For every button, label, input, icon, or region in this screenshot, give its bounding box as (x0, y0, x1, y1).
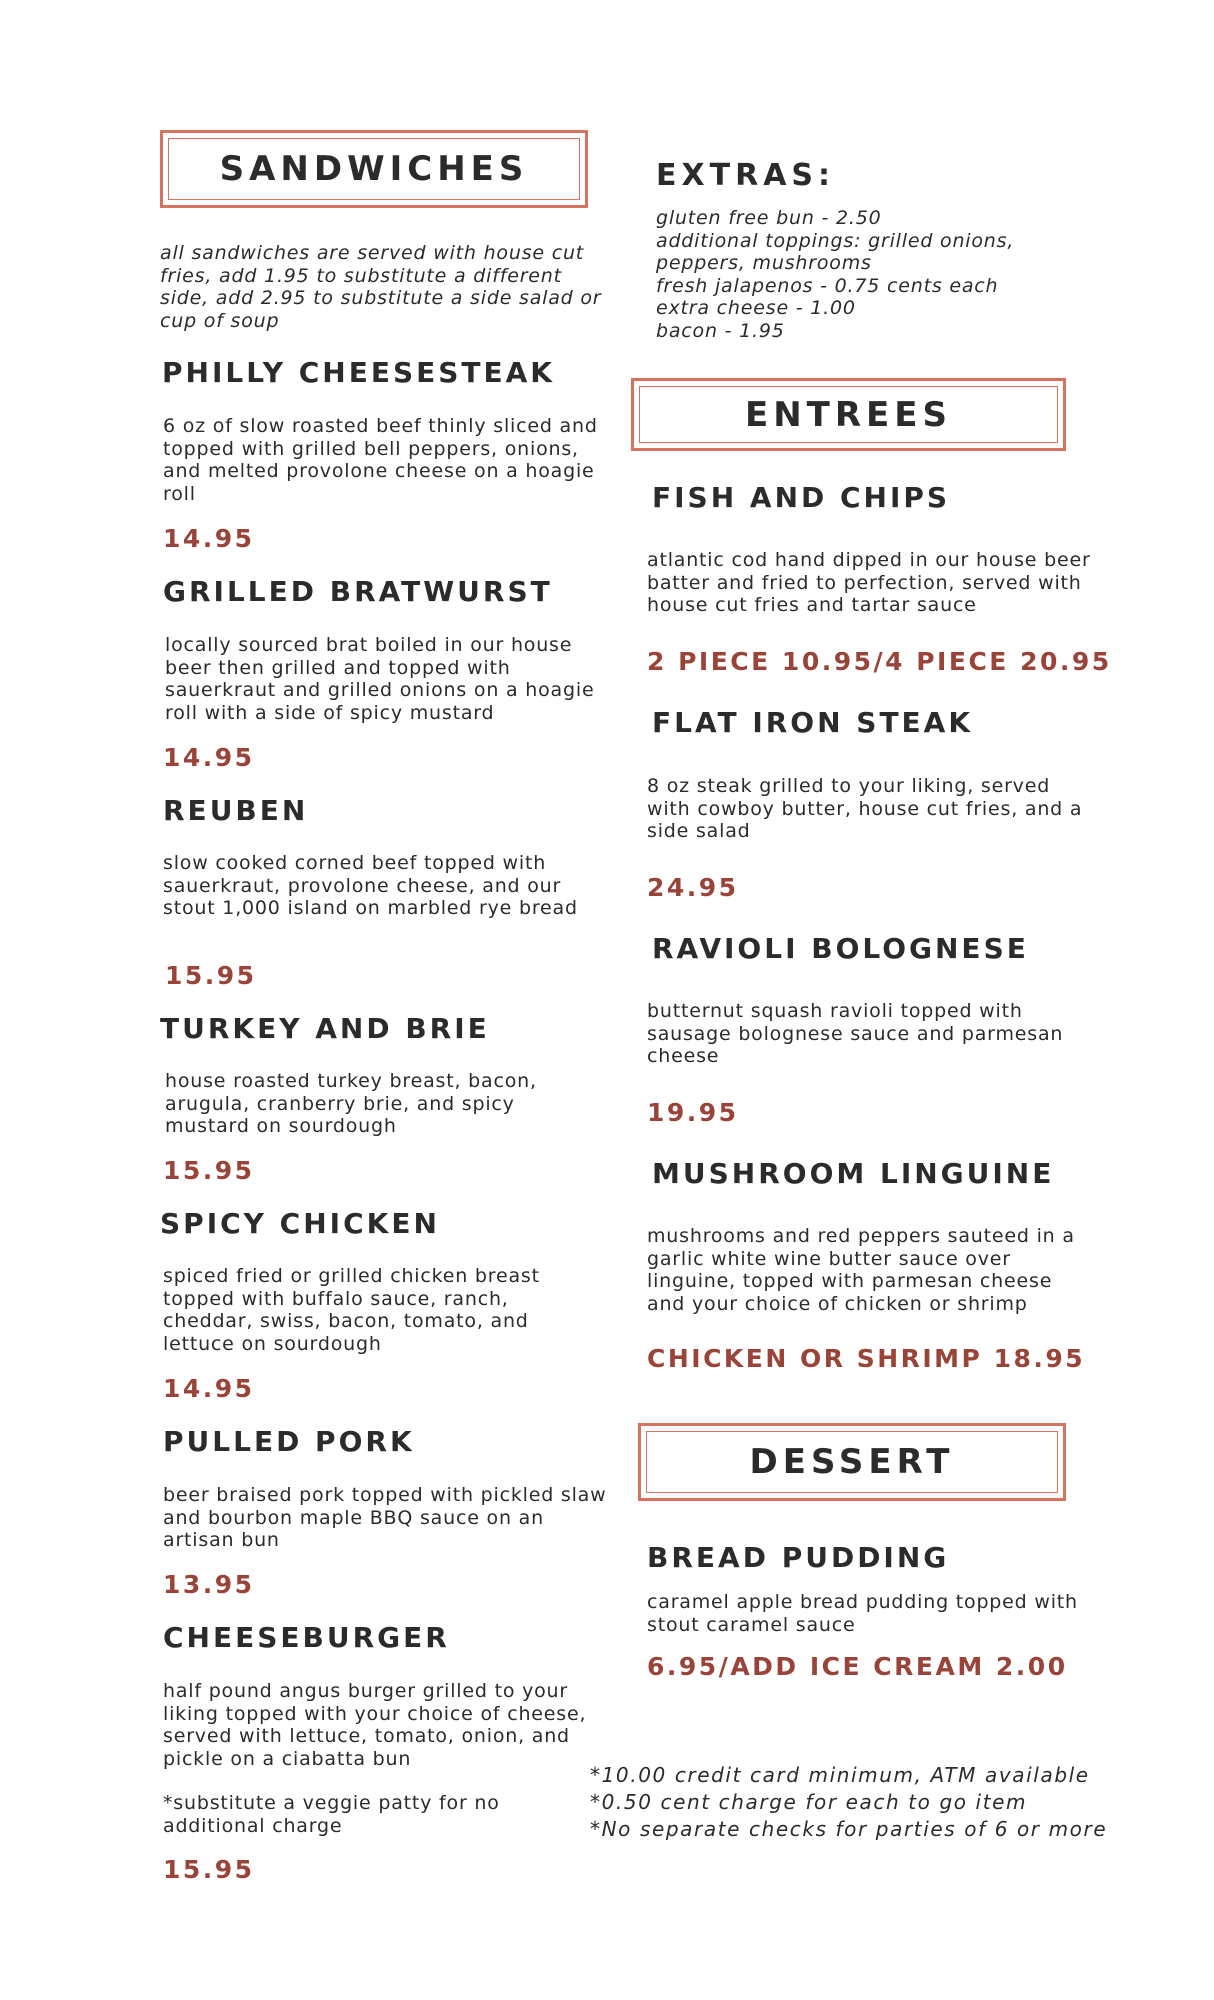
menu-item-desc: 6 oz of slow roasted beef thinly sliced and topped with grilled bell peppers, onions, and melted provolone cheese on a hoagie roll (163, 415, 598, 505)
footer-notes (590, 1762, 1107, 1843)
dessert-title: DESSERT (749, 1442, 955, 1482)
entrees-title: ENTREES (745, 394, 952, 435)
menu-item-price: CHICKEN OR SHRIMP 18.95 (647, 1344, 1086, 1373)
menu-item-desc: atlantic cod hand dipped in our house beer batter and fried to perfection, served with house cut fries and tartar sauce (647, 549, 1091, 616)
footer-line: *10.00 credit card minimum, ATM available (590, 1763, 1090, 1787)
menu-item-desc: locally sourced brat boiled in our house beer then grilled and topped with sauerkraut and grilled onions on a hoagie roll with a side of spicy mustard (165, 634, 595, 724)
menu-item-name: GRILLED BRATWURST (163, 575, 553, 608)
extras-line: peppers, mushrooms (656, 252, 872, 274)
menu-item-name: PHILLY CHEESESTEAK (162, 356, 556, 389)
extras-list (656, 207, 1076, 342)
extras-line: additional toppings: grilled onions, (656, 229, 1015, 252)
menu-item-price: 13.95 (163, 1570, 255, 1599)
menu-item-price: 6.95/ADD ICE CREAM 2.00 (647, 1652, 1068, 1681)
menu-item-name: RAVIOLI BOLOGNESE (652, 932, 1029, 965)
menu-item-desc: caramel apple bread pudding topped with stout caramel sauce (647, 1591, 1078, 1636)
menu-item-price: 14.95 (163, 524, 255, 553)
menu-item-price: 14.95 (163, 1374, 255, 1403)
menu-item-name: MUSHROOM LINGUINE (652, 1157, 1055, 1190)
menu-item-desc: spiced fried or grilled chicken breast topped with buffalo sauce, ranch, cheddar, swiss, bacon, tomato, and lettuce on sourdough (163, 1265, 540, 1355)
footer-line: *0.50 cent charge for each to go item (590, 1790, 1028, 1814)
footer-line: *No separate checks for parties of 6 or more (590, 1817, 1108, 1841)
menu-item-price: 14.95 (163, 743, 255, 772)
menu-item-desc: 8 oz steak grilled to your liking, served with cowboy butter, house cut fries, and a side salad (647, 775, 1083, 842)
menu-item-name: SPICY CHICKEN (160, 1207, 440, 1240)
entrees-header-box (631, 378, 1066, 451)
menu-item-desc: mushrooms and red peppers sauteed in a garlic white wine butter sauce over linguine, topped with parmesan cheese and your choice of chicken or shrimp (647, 1225, 1075, 1315)
menu-item-desc: beer braised pork topped with pickled slaw and bourbon maple BBQ sauce on an artisan bun (163, 1484, 607, 1551)
menu-item-name: REUBEN (163, 794, 309, 827)
extras-line: extra cheese - 1.00 (656, 297, 856, 319)
menu-item-price: 15.95 (163, 1855, 255, 1884)
menu-item-name: FISH AND CHIPS (652, 481, 951, 514)
extras-line: fresh jalapenos - 0.75 cents each (656, 274, 999, 297)
menu-item-name: FLAT IRON STEAK (652, 706, 974, 739)
sandwiches-note: all sandwiches are served with house cut fries, add 1.95 to substitute a different side, add 2.95 to substitute a side salad or cup of soup (160, 242, 602, 332)
menu-item-name: TURKEY AND BRIE (160, 1012, 490, 1045)
menu-item-name: CHEESEBURGER (163, 1621, 450, 1654)
menu-item-price: 2 PIECE 10.95/4 PIECE 20.95 (647, 647, 1112, 676)
menu-item-name: BREAD PUDDING (647, 1541, 950, 1574)
menu-item-desc: half pound angus burger grilled to your liking topped with your choice of cheese, served with lettuce, tomato, onion, and pickle on a ciabatta bun (163, 1680, 587, 1770)
menu-item-name: PULLED PORK (163, 1425, 415, 1458)
menu-item-desc: slow cooked corned beef topped with sauerkraut, provolone cheese, and our stout 1,000 island on marbled rye bread (163, 852, 578, 919)
sandwiches-header-box (160, 130, 588, 208)
menu-item-desc: house roasted turkey breast, bacon, arugula, cranberry brie, and spicy mustard on sourdough (165, 1070, 537, 1137)
extras-title: EXTRAS: (656, 158, 836, 193)
dessert-header-box (638, 1423, 1066, 1501)
menu-item-price: 15.95 (165, 961, 257, 990)
menu-item-desc: butternut squash ravioli topped with sausage bolognese sauce and parmesan cheese (647, 1000, 1064, 1067)
menu-item-extra-note: *substitute a veggie patty for no additional charge (163, 1792, 500, 1837)
menu-item-price: 19.95 (647, 1098, 739, 1127)
sandwiches-title: SANDWICHES (219, 149, 529, 189)
extras-line: gluten free bun - 2.50 (656, 207, 882, 229)
menu-item-price: 24.95 (647, 873, 739, 902)
extras-line: bacon - 1.95 (656, 319, 785, 342)
menu-item-price: 15.95 (163, 1156, 255, 1185)
